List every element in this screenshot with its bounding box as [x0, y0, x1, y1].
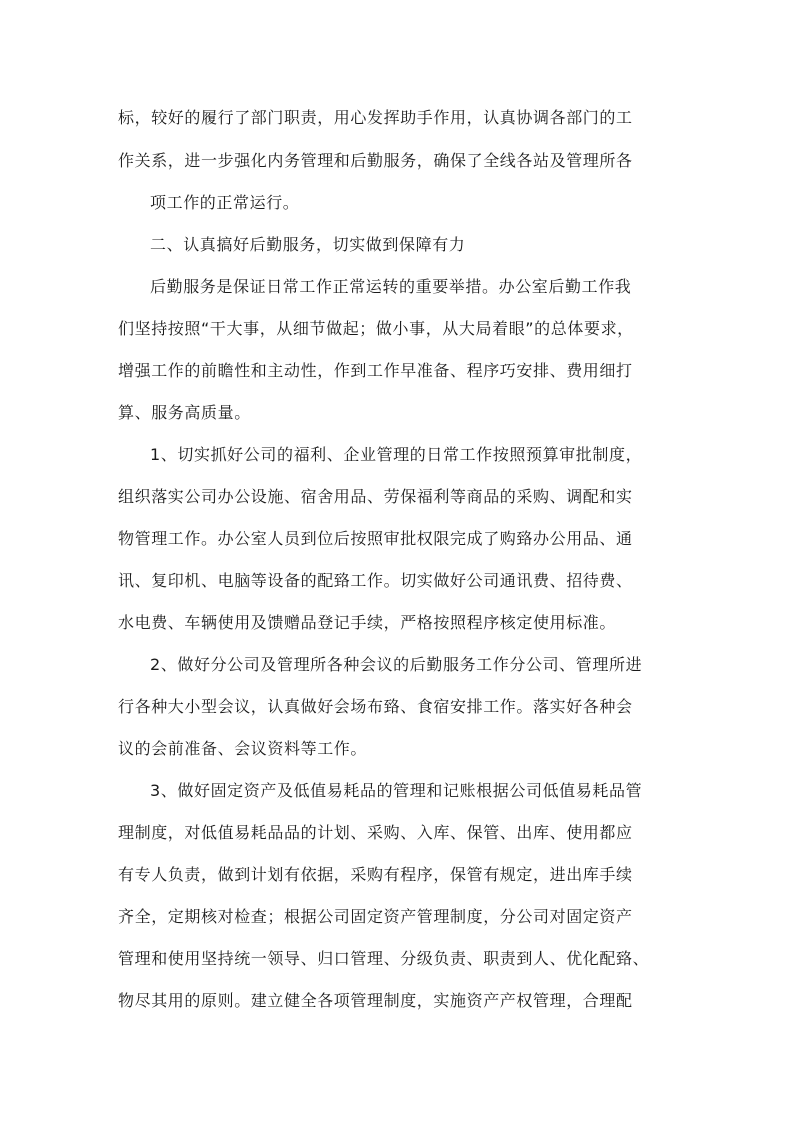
body-text-line: 项工作的正常运行。 — [150, 193, 300, 212]
body-text-line: 3、做好固定资产及低值易耗品的管理和记账根据公司低值易耗品管 — [150, 781, 643, 800]
body-text-line: 1、切实抓好公司的福利、企业管理的日常工作按照预算审批制度， — [150, 445, 643, 464]
body-text-line: 标，较好的履行了部门职责，用心发挥助手作用，认真协调各部门的工 — [118, 108, 633, 127]
body-text-line: 物尽其用的原则。建立健全各项管理制度，实施资产产权管理，合理配 — [118, 991, 633, 1010]
body-text-line: 后勤服务是保证日常工作正常运转的重要举措。办公室后勤工作我 — [150, 277, 632, 296]
body-text-line: 齐全，定期核对检查；根据公司固定资产管理制度，分公司对固定资产 — [118, 907, 633, 926]
body-text-line: 讯、复印机、电脑等设备的配臵工作。切实做好公司通讯费、招待费、 — [118, 571, 633, 590]
body-text-line: 行各种大小型会议，认真做好会场布臵、食宿安排工作。落实好各种会 — [118, 697, 633, 716]
body-text-line: 2、做好分公司及管理所各种会议的后勤服务工作分公司、管理所进 — [150, 655, 643, 674]
body-text-line: 增强工作的前瞻性和主动性，作到工作早准备、程序巧安排、费用细打 — [118, 361, 633, 380]
body-text-line: 作关系，进一步强化内务管理和后勤服务，确保了全线各站及管理所各 — [118, 151, 633, 170]
body-text-line: 们坚持按照“干大事，从细节做起；做小事，从大局着眼”的总体要求， — [118, 319, 634, 338]
body-text-line: 水电费、车辆使用及馈赠品登记手续，严格按照程序核定使用标准。 — [118, 613, 617, 632]
body-text-line: 理制度，对低值易耗品品的计划、采购、入库、保管、出库、使用都应 — [118, 823, 633, 842]
section-heading: 二、认真搞好后勤服务，切实做到保障有力 — [150, 235, 466, 254]
body-text-line: 有专人负责，做到计划有依据，采购有程序，保管有规定，进出库手续 — [118, 865, 633, 884]
body-text-line: 算、服务高质量。 — [118, 403, 251, 422]
body-text-line: 组织落实公司办公设施、宿舍用品、劳保福利等商品的采购、调配和实 — [118, 487, 633, 506]
body-text-line: 议的会前准备、会议资料等工作。 — [118, 739, 368, 758]
body-text-line: 物管理工作。办公室人员到位后按照审批权限完成了购臵办公用品、通 — [118, 529, 633, 548]
body-text-line: 管理和使用坚持统一领导、归口管理、分级负责、职责到人、优化配臵、 — [118, 949, 650, 968]
